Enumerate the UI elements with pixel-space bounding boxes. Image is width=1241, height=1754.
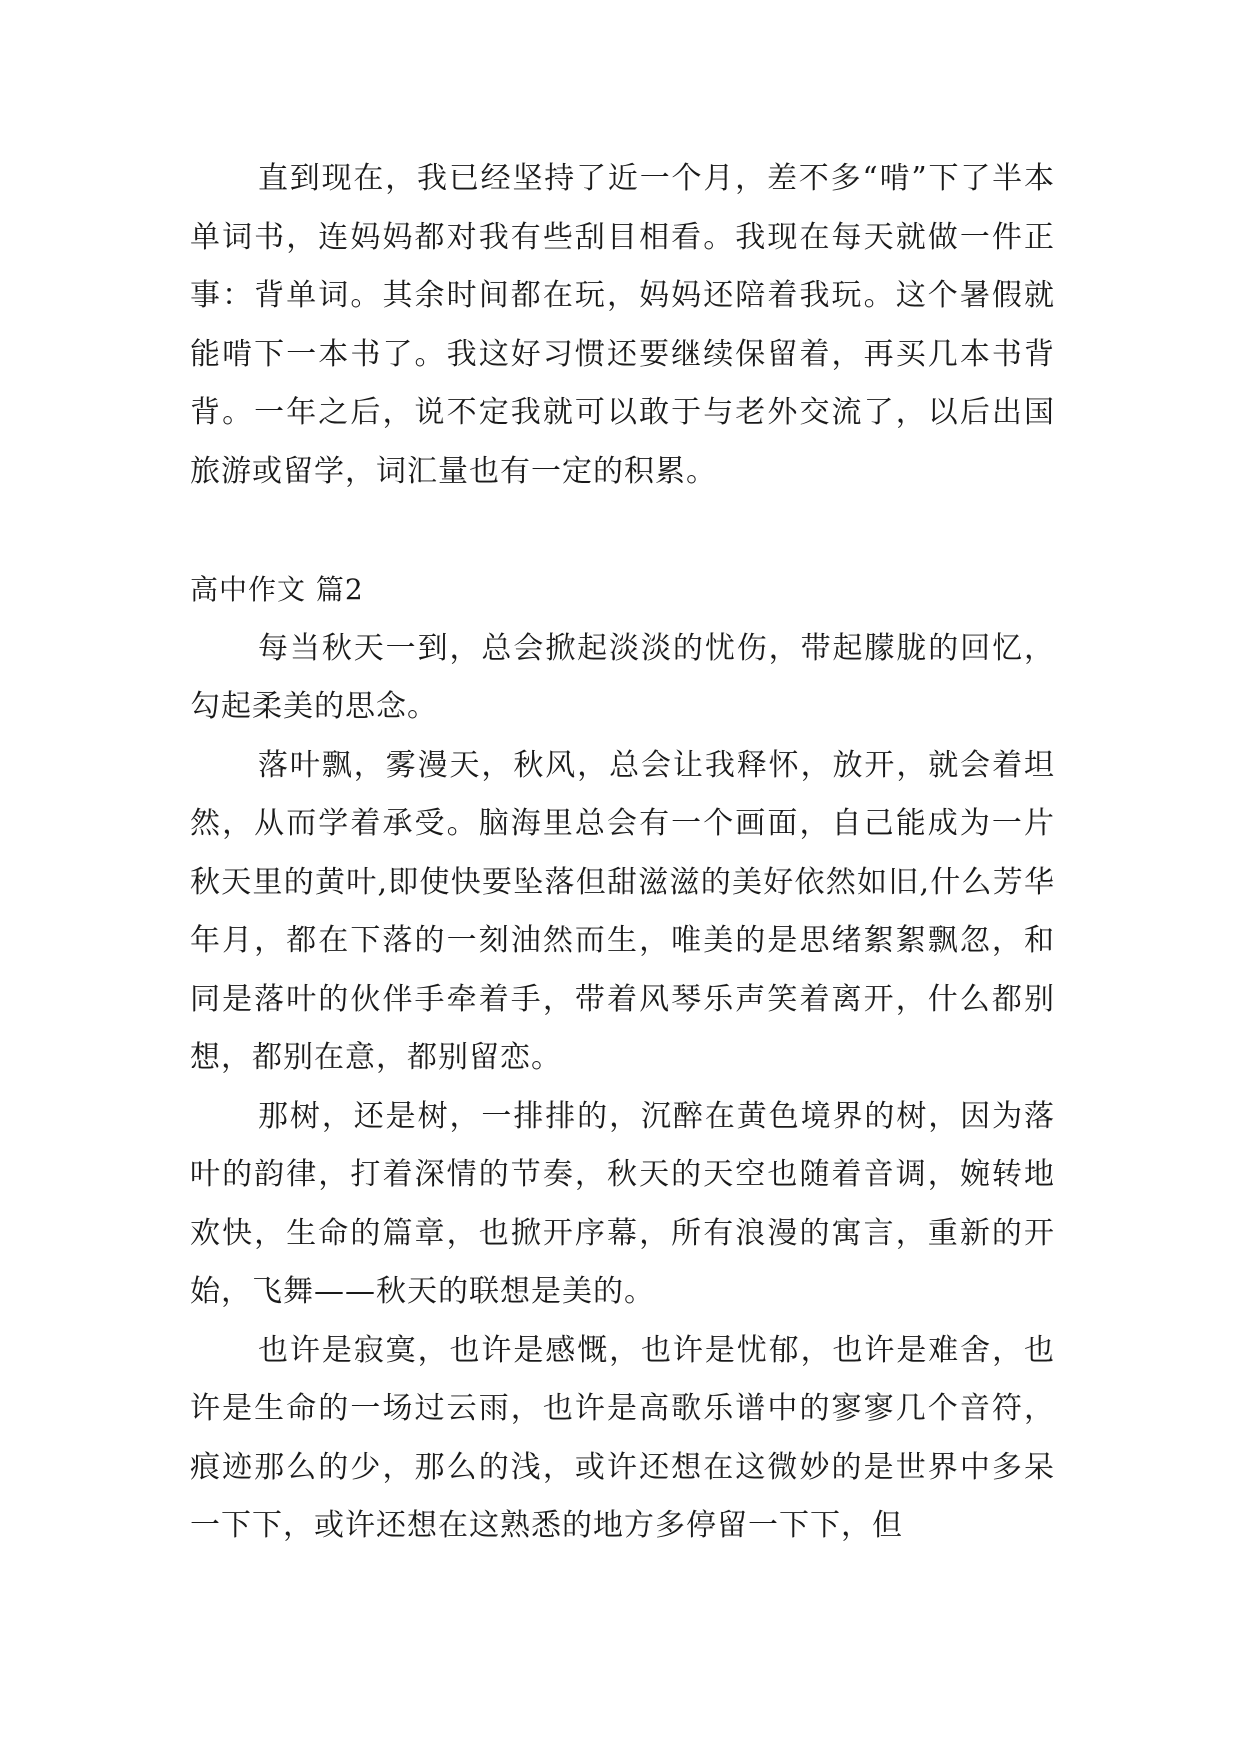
intro-paragraph: 直到现在，我已经坚持了近一个月，差不多“啃”下了半本单词书，连妈妈都对我有些刮目相看。我现在每天就做一件正事：背单词。其余时间都在玩，妈妈还陪着我玩。这个暑假就能啃下一本书了。我这好习惯还要继续保留着，再买几本书背背。一年之后，说不定我就可以敢于与老外交流了，以后出国旅游或留学，词汇量也有一定的积累。	[190, 161, 1055, 489]
body-paragraph: 也许是寂寞，也许是感慨，也许是忧郁，也许是难舍，也许是生命的一场过云雨，也许是高歌乐谱中的寥寥几个音符，痕迹那么的少，那么的浅，或许还想在这微妙的是世界中多呆一下下，或许还想在这熟悉的地方多停留一下下，但	[190, 1332, 1055, 1543]
body-paragraph: 落叶飘，雾漫天，秋风，总会让我释怀，放开，就会着坦然，从而学着承受。脑海里总会有一个画面，自己能成为一片秋天里的黄叶,即使快要坠落但甜滋滋的美好依然如旧,什么芳华年月，都在下落的一刻油然而生，唯美的是思绪絮絮飘忽，和同是落叶的伙伴手牵着手，带着风琴乐声笑着离开，什么都别想，都别在意，都别留恋。	[190, 747, 1055, 1075]
section-heading: 高中作文 篇2	[190, 573, 364, 606]
body-paragraph: 每当秋天一到，总会掀起淡淡的忧伤，带起朦胧的回忆，勾起柔美的思念。	[190, 630, 1055, 724]
document-page	[190, 150, 1055, 1556]
section-gap	[190, 501, 1055, 561]
body-paragraph: 那树，还是树，一排排的，沉醉在黄色境界的树，因为落叶的韵律，打着深情的节奏，秋天的天空也随着音调，婉转地欢快，生命的篇章，也掀开序幕，所有浪漫的寓言，重新的开始，飞舞——秋天的联想是美的。	[190, 1098, 1055, 1309]
